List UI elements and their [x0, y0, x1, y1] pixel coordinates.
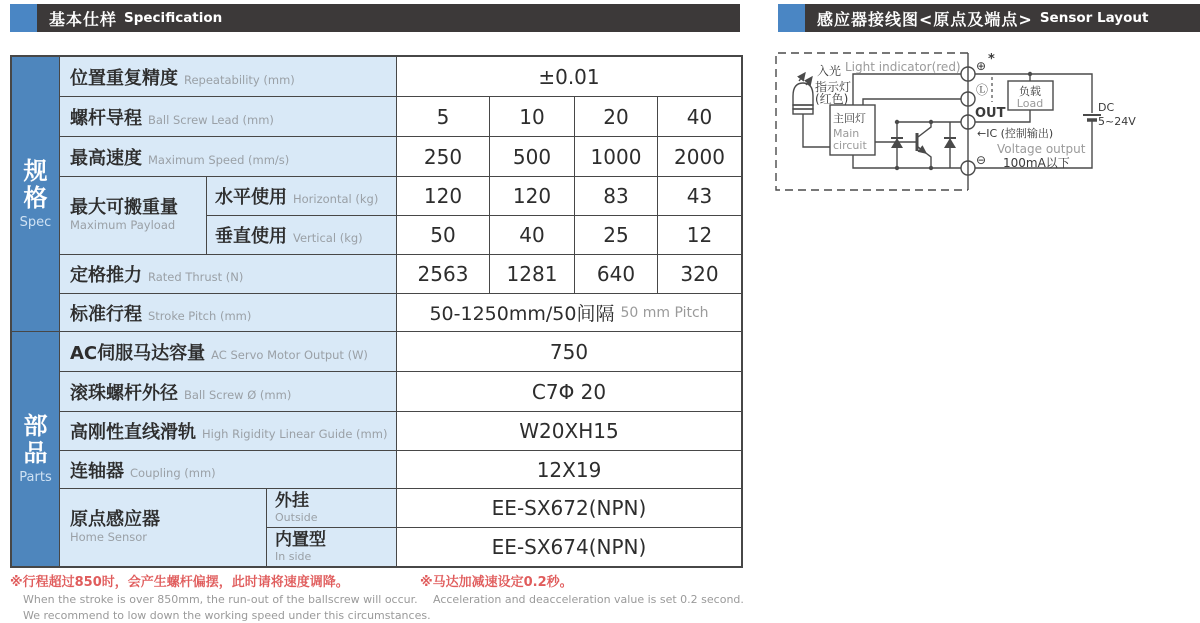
home-sensor-outside-label: 外挂 Outside	[267, 489, 396, 527]
repeatability-value: ±0.01	[397, 57, 741, 96]
speed-value-2: 500	[490, 137, 574, 176]
motor-value: 750	[397, 332, 741, 371]
light-in-label-3: (红色)	[815, 92, 849, 106]
sensor-layout-title-zh: 感应器接线图<原点及端点>	[817, 9, 1033, 29]
terminal-l-label: Ⓛ	[976, 83, 989, 97]
terminal-out-label: OUT	[975, 106, 1006, 121]
row-coupling-label: 连轴器 Coupling (mm)	[60, 451, 396, 488]
home-sensor-outside-value: EE-SX672(NPN)	[397, 489, 741, 527]
payload-v-value-2: 40	[490, 216, 574, 254]
payload-h-value-1: 120	[397, 177, 489, 215]
light-indicator-en-label: Light indicator(red)	[845, 60, 961, 74]
payload-h-value-4: 43	[658, 177, 741, 215]
guide-value: W20XH15	[397, 412, 741, 450]
main-circuit-zh-label: 主回灯	[833, 112, 866, 125]
payload-h-value-3: 83	[575, 177, 657, 215]
load-en-label: Load	[1016, 97, 1044, 110]
zener-diode-icon	[944, 122, 956, 168]
row-lead-label: 螺杆导程 Ball Screw Lead (mm)	[60, 97, 396, 136]
blue-square-icon	[778, 4, 805, 32]
row-screw-label: 滚珠螺杆外径 Ball Screw Ø (mm)	[60, 372, 396, 411]
specification-title-en: Specification	[124, 10, 223, 26]
terminal-plus-asterisk: *	[988, 52, 995, 67]
speed-value-3: 1000	[575, 137, 657, 176]
footnote-acceleration-en: Acceleration and deacceleration value is set 0.2 second.	[433, 593, 744, 606]
coupling-value: 12X19	[397, 451, 741, 488]
dc-label: DC	[1098, 101, 1115, 114]
row-speed-label: 最高速度 Maximum Speed (mm/s)	[60, 137, 396, 176]
transistor-icon	[917, 122, 931, 168]
thrust-value-4: 320	[658, 255, 741, 293]
lead-value-3: 20	[575, 97, 657, 136]
thrust-value-2: 1281	[490, 255, 574, 293]
home-sensor-inside-label: 内置型 In side	[267, 528, 396, 566]
specification-header-bar	[10, 4, 740, 32]
lead-value-1: 5	[397, 97, 489, 136]
speed-value-1: 250	[397, 137, 489, 176]
payload-v-value-4: 12	[658, 216, 741, 254]
specification-title-zh: 基本仕样	[49, 9, 118, 29]
thrust-value-3: 640	[575, 255, 657, 293]
footnote-stroke-en-2: We recommend to low down the working speed under this circumstances.	[23, 609, 431, 622]
ic-output-label: ←IC (控制输出)	[977, 127, 1054, 140]
payload-v-value-1: 50	[397, 216, 489, 254]
speed-value-4: 2000	[658, 137, 741, 176]
section-header-parts: 部 品 Parts	[12, 332, 59, 566]
home-sensor-inside-value: EE-SX674(NPN)	[397, 528, 741, 566]
row-home-sensor-label: 原点感应器 Home Sensor	[60, 489, 266, 566]
row-thrust-label: 定格推力 Rated Thrust (N)	[60, 255, 396, 293]
voltage-output-label: Voltage output	[997, 142, 1086, 156]
sensor-layout-title-en: Sensor Layout	[1039, 10, 1149, 26]
footnote-stroke-zh: ※行程超过850时，会产生螺杆偏摆，此时请将速度调降。	[10, 575, 349, 590]
footnote-stroke-en-1: When the stroke is over 850mm, the run-out of the ballscrew will occur.	[23, 593, 418, 606]
sensor-wiring-diagram	[775, 50, 1195, 195]
row-stroke-label: 标准行程 Stroke Pitch (mm)	[60, 294, 396, 331]
stroke-value: 50-1250mm/50间隔 50 mm Pitch	[397, 294, 741, 331]
specification-table	[10, 55, 743, 568]
load-zh-label: 负载	[1019, 85, 1041, 98]
light-in-label-2: 指示灯	[815, 80, 852, 94]
dc-voltage-label: 5~24V	[1098, 115, 1136, 128]
row-repeatability-label: 位置重复精度 Repeatability (mm)	[60, 57, 396, 96]
screw-value: C7Φ 20	[397, 372, 741, 411]
terminal-plus-label: ⊕	[976, 59, 987, 73]
row-guide-label: 高刚性直线滑轨 High Rigidity Linear Guide (mm)	[60, 412, 396, 450]
footnote-stroke	[10, 571, 431, 622]
payload-h-value-2: 120	[490, 177, 574, 215]
terminal-minus-label: ⊖	[976, 153, 987, 167]
lead-value-4: 40	[658, 97, 741, 136]
payload-horizontal-label: 水平使用 Horizontal (kg)	[207, 177, 396, 215]
footnote-acceleration	[420, 571, 744, 606]
payload-v-value-3: 25	[575, 216, 657, 254]
row-payload-label: 最大可搬重量 Maximum Payload	[60, 177, 206, 254]
light-in-label-1: 入光	[817, 64, 842, 78]
current-limit-label: 100mA以下	[1003, 156, 1070, 170]
row-motor-label: AC伺服马达容量 AC Servo Motor Output (W)	[60, 332, 396, 371]
zener-diode-icon	[891, 122, 903, 168]
sensor-layout-header-bar	[778, 4, 1200, 32]
main-circuit-en-label-2: circuit	[833, 139, 867, 152]
lead-value-2: 10	[490, 97, 574, 136]
blue-square-icon	[10, 4, 37, 32]
main-circuit-en-label-1: Main	[833, 127, 860, 140]
payload-vertical-label: 垂直使用 Vertical (kg)	[207, 216, 396, 254]
thrust-value-1: 2563	[397, 255, 489, 293]
footnote-acceleration-zh: ※马达加减速设定0.2秒。	[420, 575, 573, 590]
section-header-spec: 规 格 Spec	[12, 57, 59, 331]
